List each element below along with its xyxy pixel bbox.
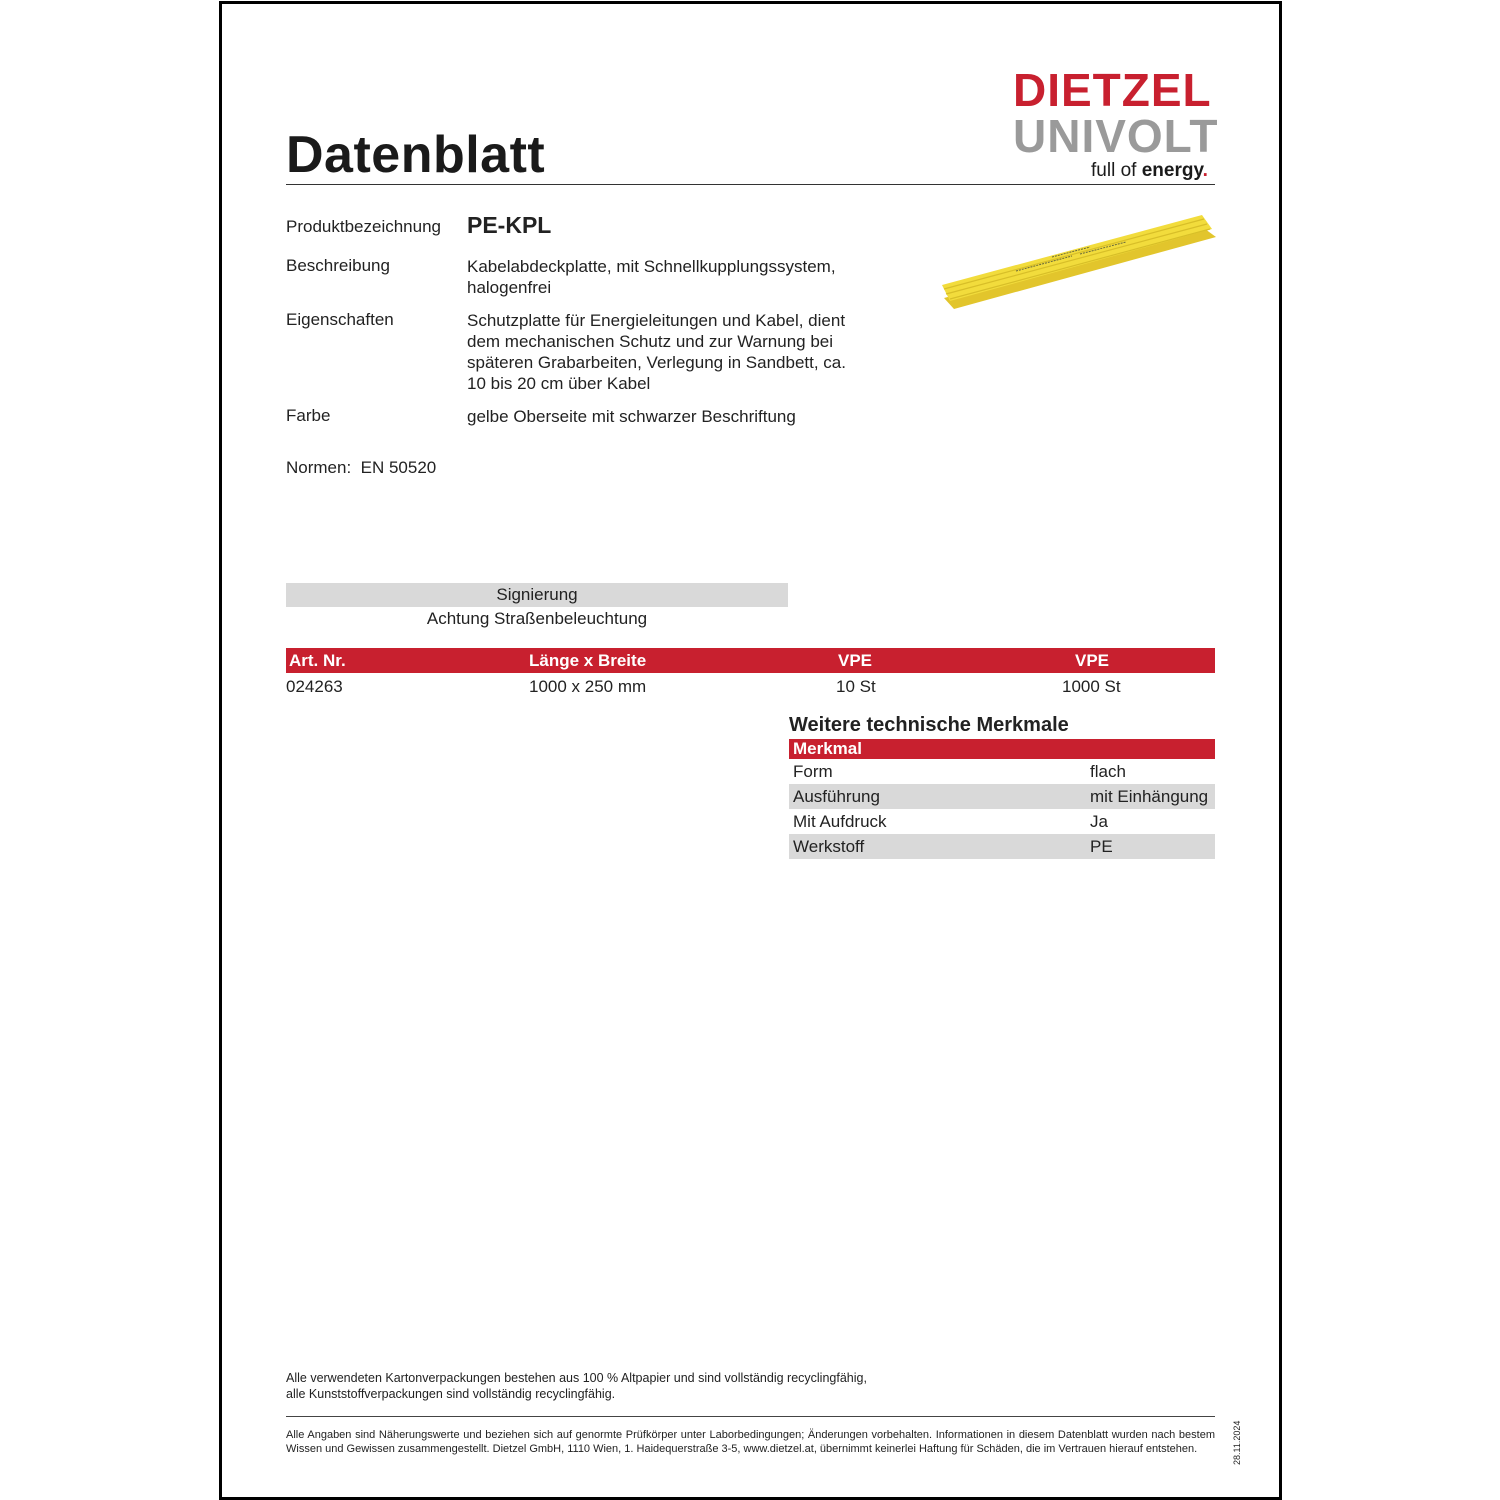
color-label: Farbe xyxy=(286,406,331,425)
feature-value: mit Einhängung xyxy=(1090,787,1209,806)
feature-name: Ausführung xyxy=(793,787,880,806)
print-date-text: 28.11.2024 xyxy=(1232,1420,1242,1465)
plate-edge xyxy=(944,229,1216,309)
signierung-header: Signierung xyxy=(286,583,788,607)
recycling-note xyxy=(286,1370,1086,1402)
slogan-plain: full of xyxy=(1091,160,1142,181)
recycling-line: alle Kunststoffverpackungen sind vollständig recyclingfähig. xyxy=(286,1387,616,1401)
tech-section-title: Weitere technische Merkmale xyxy=(789,714,1069,736)
table-row xyxy=(789,834,1215,859)
feature-value: Ja xyxy=(1090,812,1108,831)
logo-line-univolt: UNIVOLT xyxy=(1013,110,1219,162)
slogan-dot: . xyxy=(1202,160,1208,181)
cell-dimensions: 1000 x 250 mm xyxy=(529,677,647,696)
article-table-header xyxy=(286,648,1215,673)
feature-value: flach xyxy=(1090,762,1126,781)
product-image xyxy=(940,205,1218,323)
plate-rib xyxy=(946,224,1207,294)
table-row xyxy=(286,674,1215,699)
feature-value: PE xyxy=(1090,837,1113,856)
plate-rib xyxy=(950,229,1210,299)
properties-label: Eigenschaften xyxy=(286,310,394,329)
norms xyxy=(286,458,436,478)
plate-rib xyxy=(944,219,1204,289)
slogan-bold: energy xyxy=(1141,160,1203,181)
properties-value xyxy=(467,310,877,394)
cell-vpe: 1000 St xyxy=(1062,677,1121,696)
properties-line: Schutzplatte für Energieleitungen und Kabel, dient xyxy=(467,311,846,330)
norm-value: EN 50520 xyxy=(360,458,437,477)
properties-line: dem mechanischen Schutz und zur Warnung bei xyxy=(467,332,834,351)
properties-line: 10 bis 20 cm über Kabel xyxy=(467,374,651,393)
product-name: PE-KPL xyxy=(467,212,552,238)
table-row xyxy=(789,809,1215,834)
col-header-vpe: VPE xyxy=(838,651,873,670)
page-title: Datenblatt xyxy=(286,126,546,184)
cell-article-number: 024263 xyxy=(286,677,343,696)
description-label: Beschreibung xyxy=(286,256,390,275)
table-row xyxy=(789,759,1215,784)
footer-divider xyxy=(286,1416,1215,1417)
table-row xyxy=(789,784,1215,809)
description-line: halogenfrei xyxy=(467,278,552,297)
col-header-feature: Merkmal xyxy=(793,739,862,758)
cell-vpe: 10 St xyxy=(836,677,876,696)
properties-line: späteren Grabarbeiten, Verlegung in Sandbett, ca. xyxy=(467,353,846,372)
print-date xyxy=(1219,1420,1259,1468)
recycling-line: Alle verwendeten Kartonverpackungen bestehen aus 100 % Altpapier und sind vollständig recyclingfähig, xyxy=(286,1371,867,1385)
col-header-dimensions: Länge x Breite xyxy=(529,651,647,670)
feature-name: Werkstoff xyxy=(793,837,865,856)
norm-label: Normen: xyxy=(286,458,352,477)
tech-table-header xyxy=(789,739,1215,759)
signierung-value: Achtung Straßenbeleuchtung xyxy=(426,609,648,628)
product-name-label: Produktbezeichnung xyxy=(286,217,442,236)
feature-name: Form xyxy=(793,762,833,781)
col-header-vpe: VPE xyxy=(1075,651,1110,670)
logo-line-dietzel: DIETZEL xyxy=(1013,64,1212,116)
logo-slogan xyxy=(1091,160,1208,182)
color-value: gelbe Oberseite mit schwarzer Beschriftung xyxy=(467,407,796,426)
feature-name: Mit Aufdruck xyxy=(793,812,887,831)
title-divider xyxy=(286,184,1215,185)
col-header-article-number: Art. Nr. xyxy=(289,651,346,670)
description-line: Kabelabdeckplatte, mit Schnellkupplungssystem, xyxy=(467,257,836,276)
description-value xyxy=(467,256,877,298)
disclaimer: Alle Angaben sind Näherungswerte und beziehen sich auf genormte Prüfkörper unter Laborbedingungen; Änderungen vorbehalten. Informationen in diesem Datenblatt wurden nach bestem Wissen und Gewissen zusammengestellt. Dietzel GmbH, 1110 Wien, 1. Haidequerstraße 3-5, www.dietzel.at, übernimmt keinerlei Haftung für Schäden, die im Vertrauen hierauf entstehen. xyxy=(286,1429,1215,1455)
